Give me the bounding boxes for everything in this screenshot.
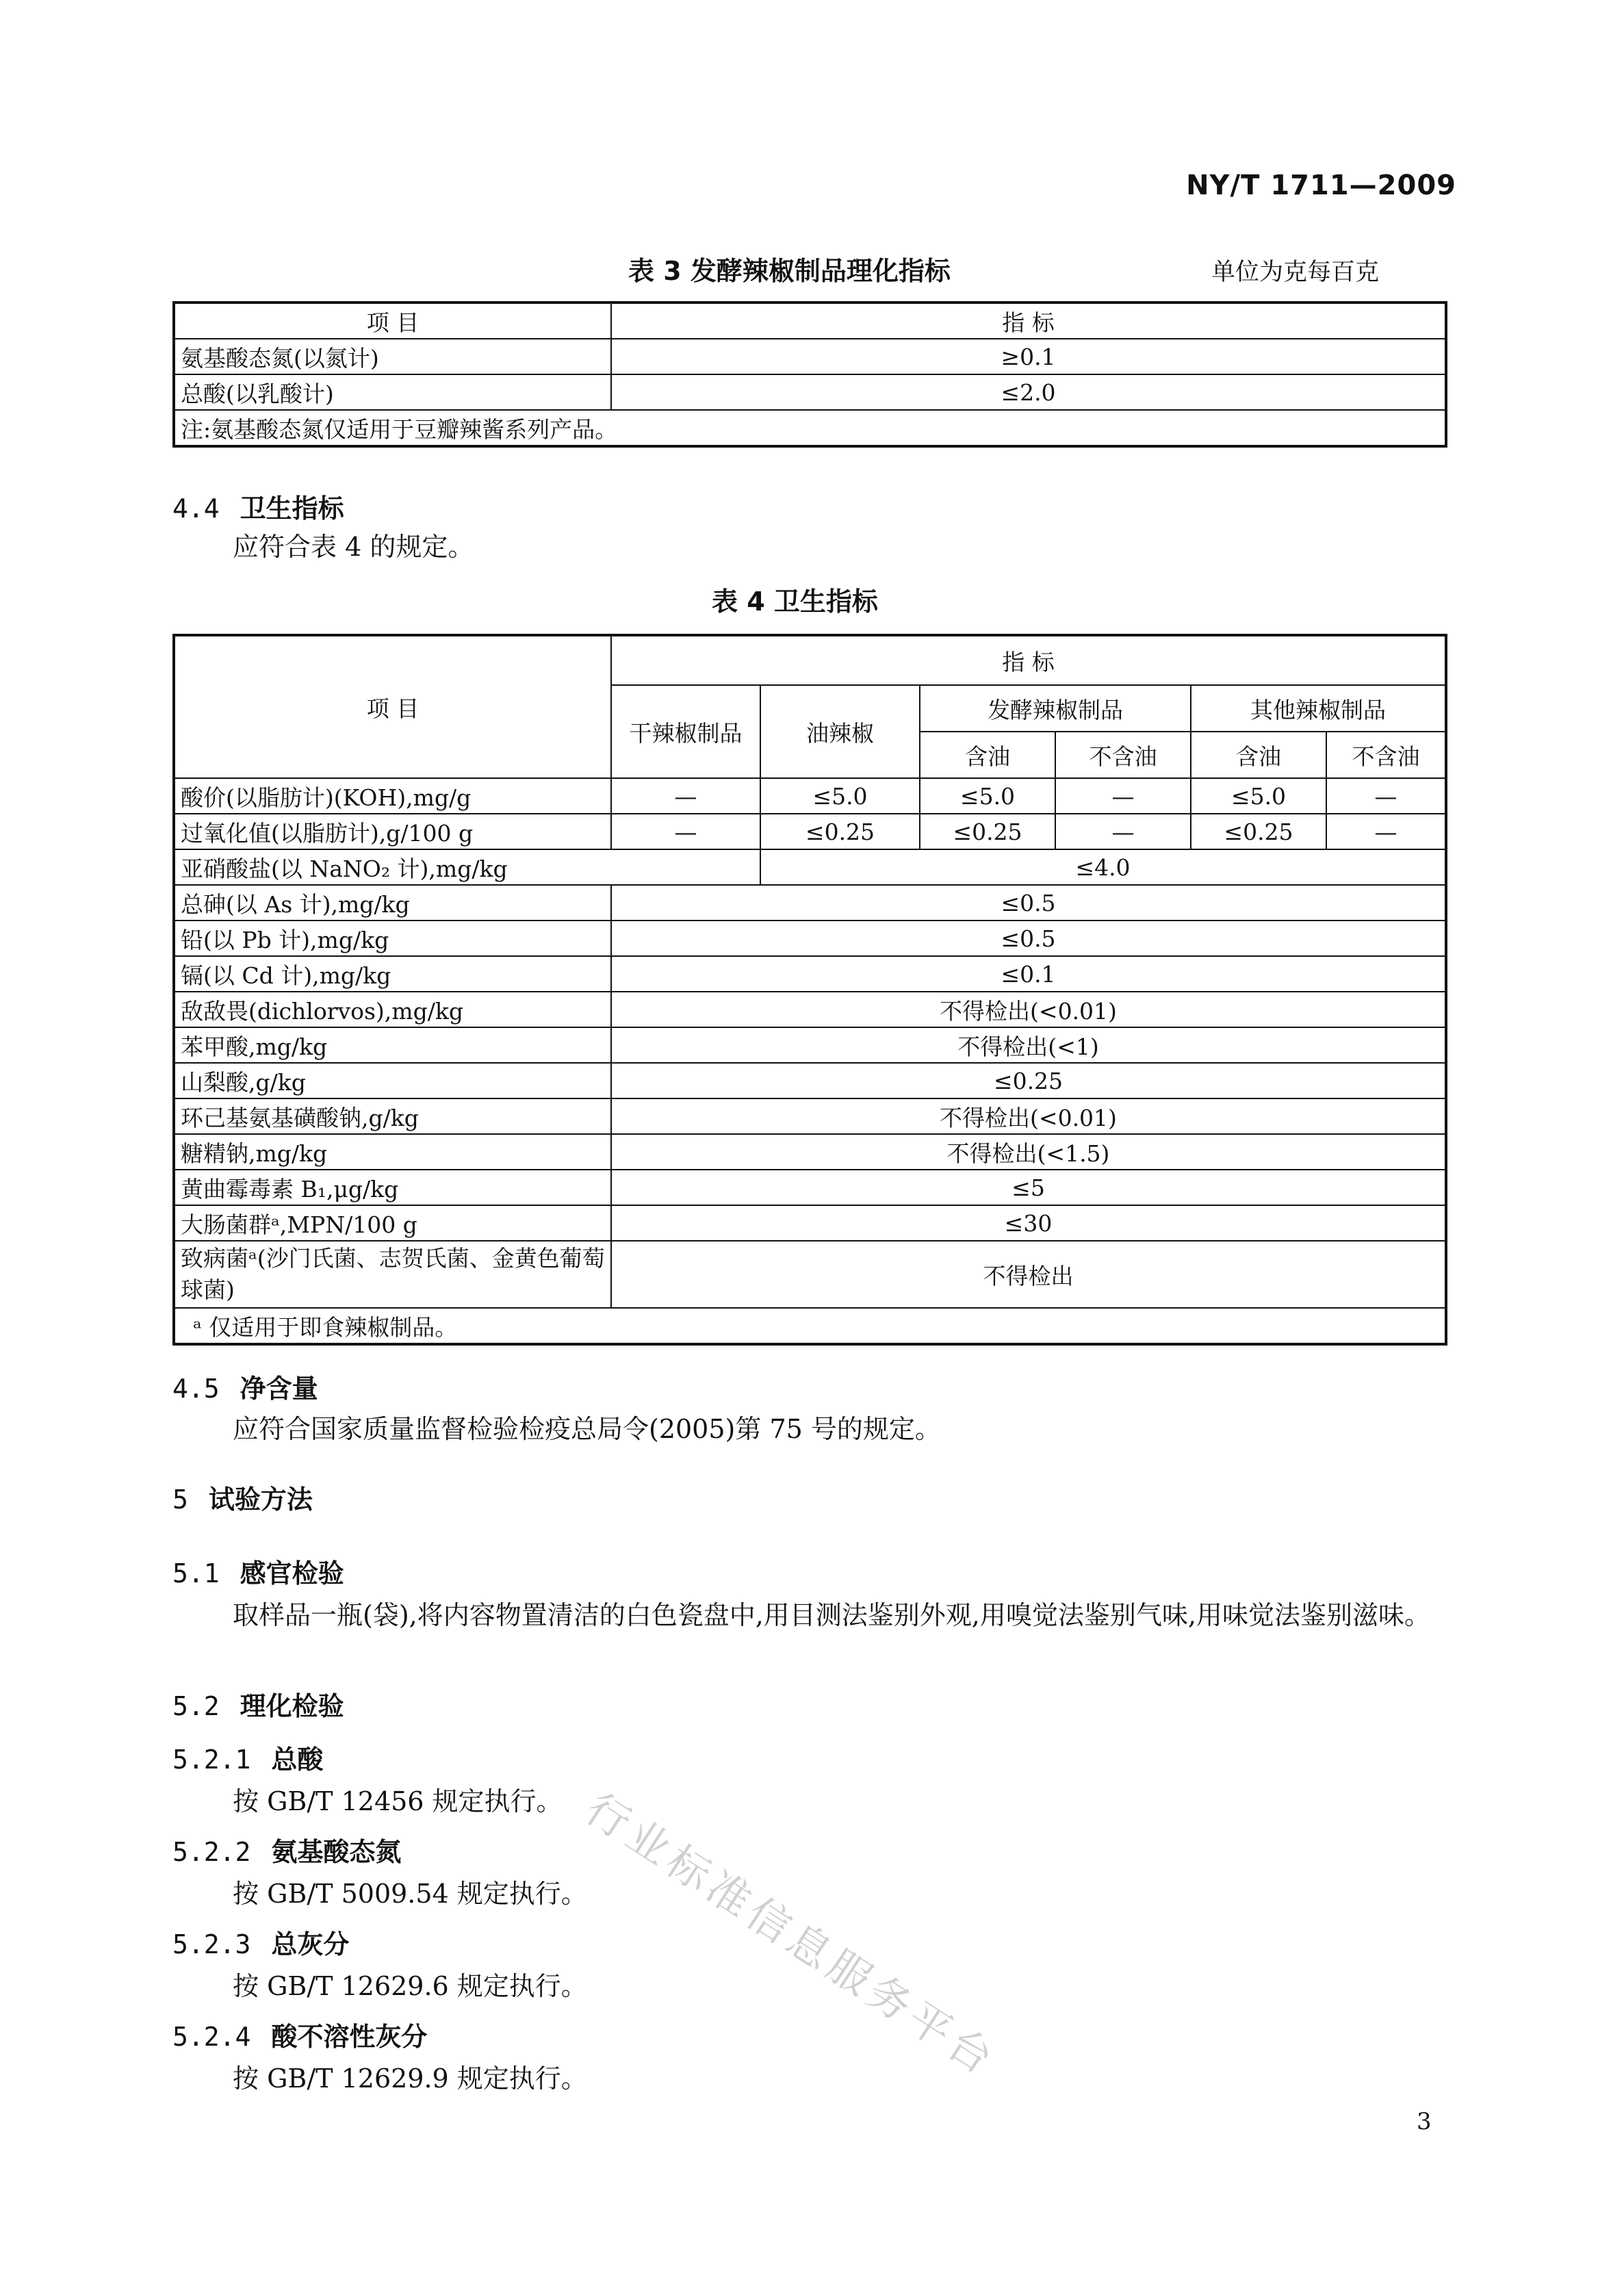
table4-cell: ≤0.25	[611, 1063, 1446, 1098]
table4-cell: 不得检出(<0.01)	[611, 992, 1446, 1027]
section-title: 试验方法	[208, 1484, 313, 1515]
table3-col-item: 项 目	[174, 303, 611, 339]
section-5-2-3-text: 按 GB/T 12629.6 规定执行。	[233, 1971, 587, 2001]
table4-row-item: 铅(以 Pb 计),mg/kg	[174, 921, 611, 956]
table3-row-value: ≤2.0	[611, 374, 1446, 410]
table4-row-item: 黄曲霉毒素 B₁,μg/kg	[174, 1170, 611, 1205]
table-row	[174, 1027, 1446, 1063]
section-heading-5-2-3	[172, 1923, 349, 1961]
table4-col-index: 指 标	[611, 635, 1446, 685]
table-row	[174, 992, 1446, 1027]
table3-col-index: 指 标	[611, 303, 1446, 339]
table4-cell: —	[1326, 814, 1446, 849]
table4-cell: ≤0.25	[920, 814, 1055, 849]
table4-caption: 表 4 卫生指标	[712, 587, 878, 617]
table4-cell: ≤5	[611, 1170, 1446, 1205]
table4-cell: ≤0.5	[611, 885, 1446, 921]
table4-footnote: ᵃ 仅适用于即食辣椒制品。	[174, 1308, 1446, 1344]
table4-row-item: 糖精钠,mg/kg	[174, 1134, 611, 1170]
section-number: 5	[172, 1484, 188, 1515]
table4-sub-oil: 油辣椒	[760, 685, 920, 778]
section-heading-5-2-4	[172, 2016, 427, 2053]
table3-unit: 单位为克每百克	[1211, 259, 1380, 286]
table-note-row	[174, 410, 1446, 446]
section-number: 5.2.3	[172, 1929, 251, 1959]
section-heading-5-2-2	[172, 1831, 401, 1868]
table4-cell: —	[611, 814, 760, 849]
table-row	[174, 1063, 1446, 1098]
table4-row-item: 致病菌ᵃ(沙门氏菌、志贺氏菌、金黄色葡萄球菌)	[174, 1241, 611, 1308]
section-5-2-1-text: 按 GB/T 12456 规定执行。	[233, 1786, 563, 1816]
section-heading-4-5	[172, 1367, 318, 1405]
table4-row-item: 环己基氨基磺酸钠,g/kg	[174, 1098, 611, 1134]
table4-cell: ≤0.25	[1191, 814, 1326, 849]
table4-sub-ferment: 发酵辣椒制品	[920, 685, 1191, 732]
standard-number: NY/T 1711—2009	[1186, 170, 1456, 201]
section-number: 5.1	[172, 1558, 220, 1588]
section-number: 5.2.4	[172, 2022, 251, 2052]
section-title: 理化检验	[240, 1691, 344, 1721]
table-row	[174, 339, 1446, 374]
section-title: 净含量	[240, 1374, 318, 1404]
table-row	[174, 814, 1446, 849]
table4-row-item: 亚硝酸盐(以 NaNO₂ 计),mg/kg	[174, 849, 760, 885]
table-row	[174, 374, 1446, 410]
section-5-1-text: 取样品一瓶(袋),将内容物置清洁的白色瓷盘中,用目测法鉴别外观,用嗅觉法鉴别气味,用味觉法鉴别滋味。	[233, 1600, 1430, 1630]
section-title: 总酸	[271, 1745, 324, 1775]
table4-row-item: 镉(以 Cd 计),mg/kg	[174, 956, 611, 992]
table-row	[174, 1170, 1446, 1205]
table4-cell: 不得检出(<0.01)	[611, 1098, 1446, 1134]
table4-cell: ≤0.1	[611, 956, 1446, 992]
table4-cell: ≤5.0	[760, 778, 920, 814]
table4-sub-dry: 干辣椒制品	[611, 685, 760, 778]
section-number: 4.5	[172, 1374, 220, 1404]
table4-cell: ≤0.5	[611, 921, 1446, 956]
section-number: 4.4	[172, 493, 220, 524]
table4-row-item: 敌敌畏(dichlorvos),mg/kg	[174, 992, 611, 1027]
table4-cell: ≤5.0	[1191, 778, 1326, 814]
table4-col-item: 项 目	[174, 635, 611, 778]
table-row	[174, 956, 1446, 992]
table4-row-item: 酸价(以脂肪计)(KOH),mg/g	[174, 778, 611, 814]
table-row	[174, 885, 1446, 921]
table4-row-item: 苯甲酸,mg/kg	[174, 1027, 611, 1063]
table4-row-item: 过氧化值(以脂肪计),g/100 g	[174, 814, 611, 849]
section-heading-5-2-1	[172, 1738, 323, 1776]
table4-ferment-with-oil: 含油	[920, 732, 1055, 778]
table4-sub-other: 其他辣椒制品	[1191, 685, 1446, 732]
section-number: 5.2	[172, 1691, 220, 1721]
table-row	[174, 1205, 1446, 1241]
table4-ferment-no-oil: 不含油	[1055, 732, 1191, 778]
table-row	[174, 1134, 1446, 1170]
table4-cell: —	[611, 778, 760, 814]
table4-other-no-oil: 不含油	[1326, 732, 1446, 778]
table3-row-item: 氨基酸态氮(以氮计)	[174, 339, 611, 374]
table3-row-item: 总酸(以乳酸计)	[174, 374, 611, 410]
section-heading-5-1	[172, 1552, 344, 1590]
section-title: 感官检验	[240, 1558, 344, 1588]
table-row	[174, 1098, 1446, 1134]
table-row	[174, 849, 1446, 885]
table-row	[174, 1241, 1446, 1308]
watermark: 行业标准信息服务平台	[577, 1783, 1007, 2087]
table3-note: 注:氨基酸态氮仅适用于豆瓣辣酱系列产品。	[174, 410, 1446, 446]
table-row	[174, 921, 1446, 956]
table4-cell: 不得检出(<1.5)	[611, 1134, 1446, 1170]
section-5-2-2-text: 按 GB/T 5009.54 规定执行。	[233, 1879, 587, 1909]
section-title: 总灰分	[271, 1929, 350, 1959]
table4-cell: ≤0.25	[760, 814, 920, 849]
table4-cell: 不得检出(<1)	[611, 1027, 1446, 1063]
table4	[172, 634, 1447, 1346]
table3-caption: 表 3 发酵辣椒制品理化指标	[628, 256, 951, 286]
table4-other-with-oil: 含油	[1191, 732, 1326, 778]
table4-cell: —	[1055, 814, 1191, 849]
table-footnote-row	[174, 1308, 1446, 1344]
section-4-5-text: 应符合国家质量监督检验检疫总局令(2005)第 75 号的规定。	[233, 1414, 941, 1444]
table4-cell: ≤30	[611, 1205, 1446, 1241]
table4-cell: —	[1326, 778, 1446, 814]
table4-row-item: 大肠菌群ᵃ,MPN/100 g	[174, 1205, 611, 1241]
table4-row-item: 总砷(以 As 计),mg/kg	[174, 885, 611, 921]
table4-cell: 不得检出	[611, 1241, 1446, 1308]
section-heading-5-2	[172, 1685, 344, 1723]
table4-cell: ≤4.0	[760, 849, 1446, 885]
table-header-row	[174, 303, 1446, 339]
table-header-row	[174, 635, 1446, 685]
section-title: 卫生指标	[240, 493, 344, 524]
page-number: 3	[1417, 2108, 1432, 2135]
table4-cell: ≤5.0	[920, 778, 1055, 814]
section-number: 5.2.1	[172, 1745, 251, 1775]
section-title: 氨基酸态氮	[271, 1837, 402, 1867]
section-4-4-text: 应符合表 4 的规定。	[233, 532, 474, 562]
section-heading-4-4	[172, 487, 344, 525]
table3-row-value: ≥0.1	[611, 339, 1446, 374]
section-5-2-4-text: 按 GB/T 12629.9 规定执行。	[233, 2063, 587, 2094]
table3	[172, 301, 1447, 448]
table4-cell: —	[1055, 778, 1191, 814]
table-row	[174, 778, 1446, 814]
section-heading-5	[172, 1478, 313, 1516]
section-title: 酸不溶性灰分	[271, 2022, 428, 2052]
table4-row-item: 山梨酸,g/kg	[174, 1063, 611, 1098]
section-number: 5.2.2	[172, 1837, 251, 1867]
